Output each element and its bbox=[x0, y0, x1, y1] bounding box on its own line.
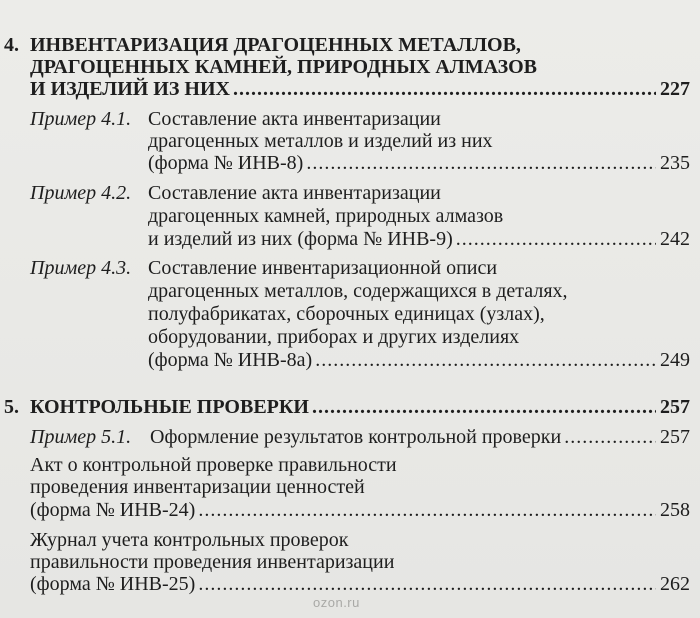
example-4-1-text-1: Составление акта инвентаризации bbox=[148, 108, 441, 130]
section-5-page-number: 257 bbox=[660, 396, 690, 418]
doc-inv25-line-3 bbox=[0, 571, 700, 597]
section-5-title-entry[interactable] bbox=[30, 394, 690, 420]
dot-leader bbox=[233, 76, 656, 102]
dot-leader bbox=[198, 497, 656, 523]
doc-inv25-entry[interactable] bbox=[30, 571, 690, 597]
doc-inv25-text-3: (форма № ИНВ-25) bbox=[30, 573, 196, 595]
example-4-2-page-number: 242 bbox=[660, 228, 690, 250]
example-5-1-entry[interactable] bbox=[150, 424, 690, 450]
example-4-2-label: Пример 4.2. bbox=[30, 182, 132, 204]
example-4-3-label: Пример 4.3. bbox=[30, 257, 132, 279]
doc-inv24-text-3: (форма № ИНВ-24) bbox=[30, 499, 196, 521]
doc-inv25-text-2: правильности проведения инвентаризации bbox=[30, 551, 395, 573]
dot-leader bbox=[315, 347, 656, 373]
doc-inv24-line-3 bbox=[0, 497, 700, 523]
watermark: ozon.ru bbox=[313, 595, 360, 610]
dot-leader bbox=[456, 226, 656, 252]
example-4-2-text-2: драгоценных камней, природных алмазов bbox=[148, 205, 504, 227]
section-5-title: КОНТРОЛЬНЫЕ ПРОВЕРКИ bbox=[30, 396, 309, 418]
example-4-3-text-5: (форма № ИНВ-8а) bbox=[148, 349, 313, 371]
doc-inv25-text-1: Журнал учета контрольных проверок bbox=[30, 529, 349, 551]
example-4-2-text-3: и изделий из них (форма № ИНВ-9) bbox=[148, 228, 453, 250]
example-4-3-text-4: оборудовании, приборах и других изделиях bbox=[148, 326, 520, 348]
section-4-title-part-3: И ИЗДЕЛИЙ ИЗ НИХ bbox=[30, 78, 230, 100]
example-4-3-page-number: 249 bbox=[660, 349, 690, 371]
dot-leader bbox=[312, 394, 656, 420]
section-4-page-number: 227 bbox=[660, 78, 690, 100]
example-4-3-entry[interactable] bbox=[148, 347, 690, 373]
section-4-title-part-1: ИНВЕНТАРИЗАЦИЯ ДРАГОЦЕННЫХ МЕТАЛЛОВ, bbox=[30, 34, 521, 56]
dot-leader bbox=[306, 150, 656, 176]
example-4-3-line-5 bbox=[0, 347, 700, 373]
example-4-2-entry[interactable] bbox=[148, 226, 690, 252]
section-4-title-part-2: ДРАГОЦЕННЫХ КАМНЕЙ, ПРИРОДНЫХ АЛМАЗОВ bbox=[30, 56, 538, 78]
doc-inv24-entry[interactable] bbox=[30, 497, 690, 523]
doc-inv24-page-number: 258 bbox=[660, 499, 690, 521]
example-4-1-text-3: (форма № ИНВ-8) bbox=[148, 152, 304, 174]
dot-leader bbox=[564, 424, 656, 450]
example-4-2-line-3 bbox=[0, 226, 700, 252]
example-4-1-line-3 bbox=[0, 150, 700, 176]
example-4-3-text-2: драгоценных металлов, содержащихся в деталях, bbox=[148, 280, 568, 302]
section-4-number: 4. bbox=[4, 34, 19, 56]
example-4-1-page-number: 235 bbox=[660, 152, 690, 174]
example-5-1-label: Пример 5.1. bbox=[30, 426, 132, 448]
example-5-1-page-number: 257 bbox=[660, 426, 690, 448]
example-4-2-text-1: Составление акта инвентаризации bbox=[148, 182, 441, 204]
example-5-1-line bbox=[0, 424, 700, 450]
doc-inv25-page-number: 262 bbox=[660, 573, 690, 595]
dot-leader bbox=[198, 571, 656, 597]
example-4-3-text-1: Составление инвентаризационной описи bbox=[148, 257, 498, 279]
doc-inv24-text-2: проведения инвентаризации ценностей bbox=[30, 476, 365, 498]
example-4-1-label: Пример 4.1. bbox=[30, 108, 132, 130]
example-4-1-entry[interactable] bbox=[148, 150, 690, 176]
doc-inv24-text-1: Акт о контрольной проверке правильности bbox=[30, 454, 397, 476]
example-4-1-text-2: драгоценных металлов и изделий из них bbox=[148, 130, 493, 152]
section-5-number: 5. bbox=[4, 396, 19, 418]
section-4-title-entry[interactable] bbox=[30, 76, 690, 102]
section-5-title-line bbox=[0, 394, 700, 420]
example-5-1-text: Оформление результатов контрольной проверки bbox=[150, 426, 562, 448]
example-4-3-text-3: полуфабрикатах, сборочных единицах (узлах), bbox=[148, 303, 545, 325]
section-4-title-line-3 bbox=[0, 76, 700, 102]
